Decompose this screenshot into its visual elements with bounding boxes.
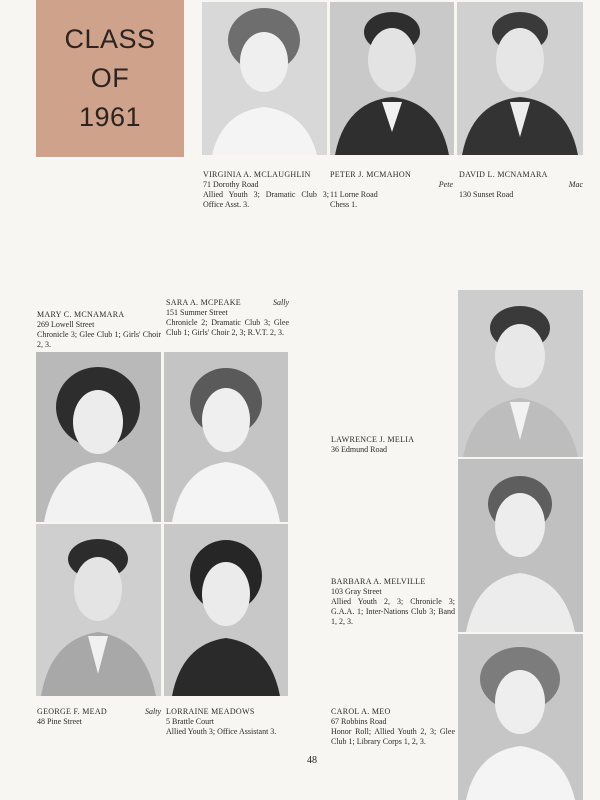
student-details: 151 Summer Street Chronicle 2; Dramatic Club 3; Glee Club 1; Girls' Choir 2, 3; R.V.T. 2, 3. (166, 308, 289, 337)
student-details: 11 Lorne Road Chess 1. (330, 190, 378, 209)
student-name: LAWRENCE J. MELIA (331, 435, 415, 444)
portrait-peter-mcmahon (330, 2, 454, 155)
student-name: SARA A. MCPEAKE (166, 298, 241, 307)
class-of-1961-banner (36, 0, 184, 157)
portrait-mary-mcnamara (36, 352, 161, 522)
student-details: 71 Dorothy Road Allied Youth 3; Dramatic Club 3; Office Asst. 3. (203, 180, 329, 209)
student-details: 36 Edmund Road (331, 445, 387, 454)
entry-virginia-mclaughlin (203, 170, 329, 210)
entry-sara-mcpeake (166, 298, 289, 338)
student-name: GEORGE F. MEAD (37, 707, 108, 716)
banner-line-year: 1961 (78, 102, 142, 132)
student-nickname: Salty (145, 707, 161, 716)
student-details: 67 Robbins Road Honor Roll; Allied Youth 2, 3; Glee Club 1; Library Corps 1, 2, 3. (331, 717, 455, 746)
student-details: 269 Lowell Street Chronicle 3; Glee Club 1; Girls' Choir 2, 3. (37, 320, 161, 349)
student-name: BARBARA A. MELVILLE (331, 577, 426, 586)
page-number: 48 (307, 755, 317, 766)
student-nickname: Mac (568, 180, 583, 189)
entry-david-mcnamara (459, 170, 583, 200)
student-nickname: Pete (438, 180, 453, 189)
student-details: 5 Brattle Court Allied Youth 3; Office Assistant 3. (166, 717, 277, 736)
student-name: PETER J. MCMAHON (330, 170, 412, 179)
banner-line-of: OF (90, 63, 130, 93)
entry-lorraine-meadows (166, 707, 289, 737)
student-name: VIRGINIA A. MCLAUGHLIN (203, 170, 311, 179)
student-name: LORRAINE MEADOWS (166, 707, 255, 716)
portrait-carol-meo (458, 634, 583, 800)
student-name: DAVID L. MCNAMARA (459, 170, 548, 179)
portrait-barbara-melville (458, 459, 583, 632)
entry-lawrence-melia (331, 435, 455, 455)
entry-barbara-melville (331, 577, 455, 627)
portrait-lorraine-meadows (164, 524, 288, 696)
portrait-sara-mcpeake (164, 352, 288, 522)
entry-peter-mcmahon (330, 170, 453, 210)
student-details: 130 Sunset Road (459, 190, 514, 199)
student-details: 48 Pine Street (37, 717, 82, 726)
student-name: MARY C. MCNAMARA (37, 310, 125, 319)
entry-carol-meo (331, 707, 455, 747)
student-name: CAROL A. MEO (331, 707, 391, 716)
portrait-virginia-mclaughlin (202, 2, 327, 155)
entry-george-mead (37, 707, 161, 727)
entry-mary-mcnamara (37, 310, 161, 350)
student-details: 103 Gray Street Allied Youth 2, 3; Chronicle 3; G.A.A. 1; Inter-Nations Club 3; Band 1, 2, 3. (331, 587, 455, 626)
portrait-george-mead (36, 524, 161, 696)
student-nickname: Sally (273, 298, 289, 307)
portrait-lawrence-melia (458, 290, 583, 457)
portrait-david-mcnamara (457, 2, 583, 155)
banner-line-class: CLASS (64, 24, 156, 54)
